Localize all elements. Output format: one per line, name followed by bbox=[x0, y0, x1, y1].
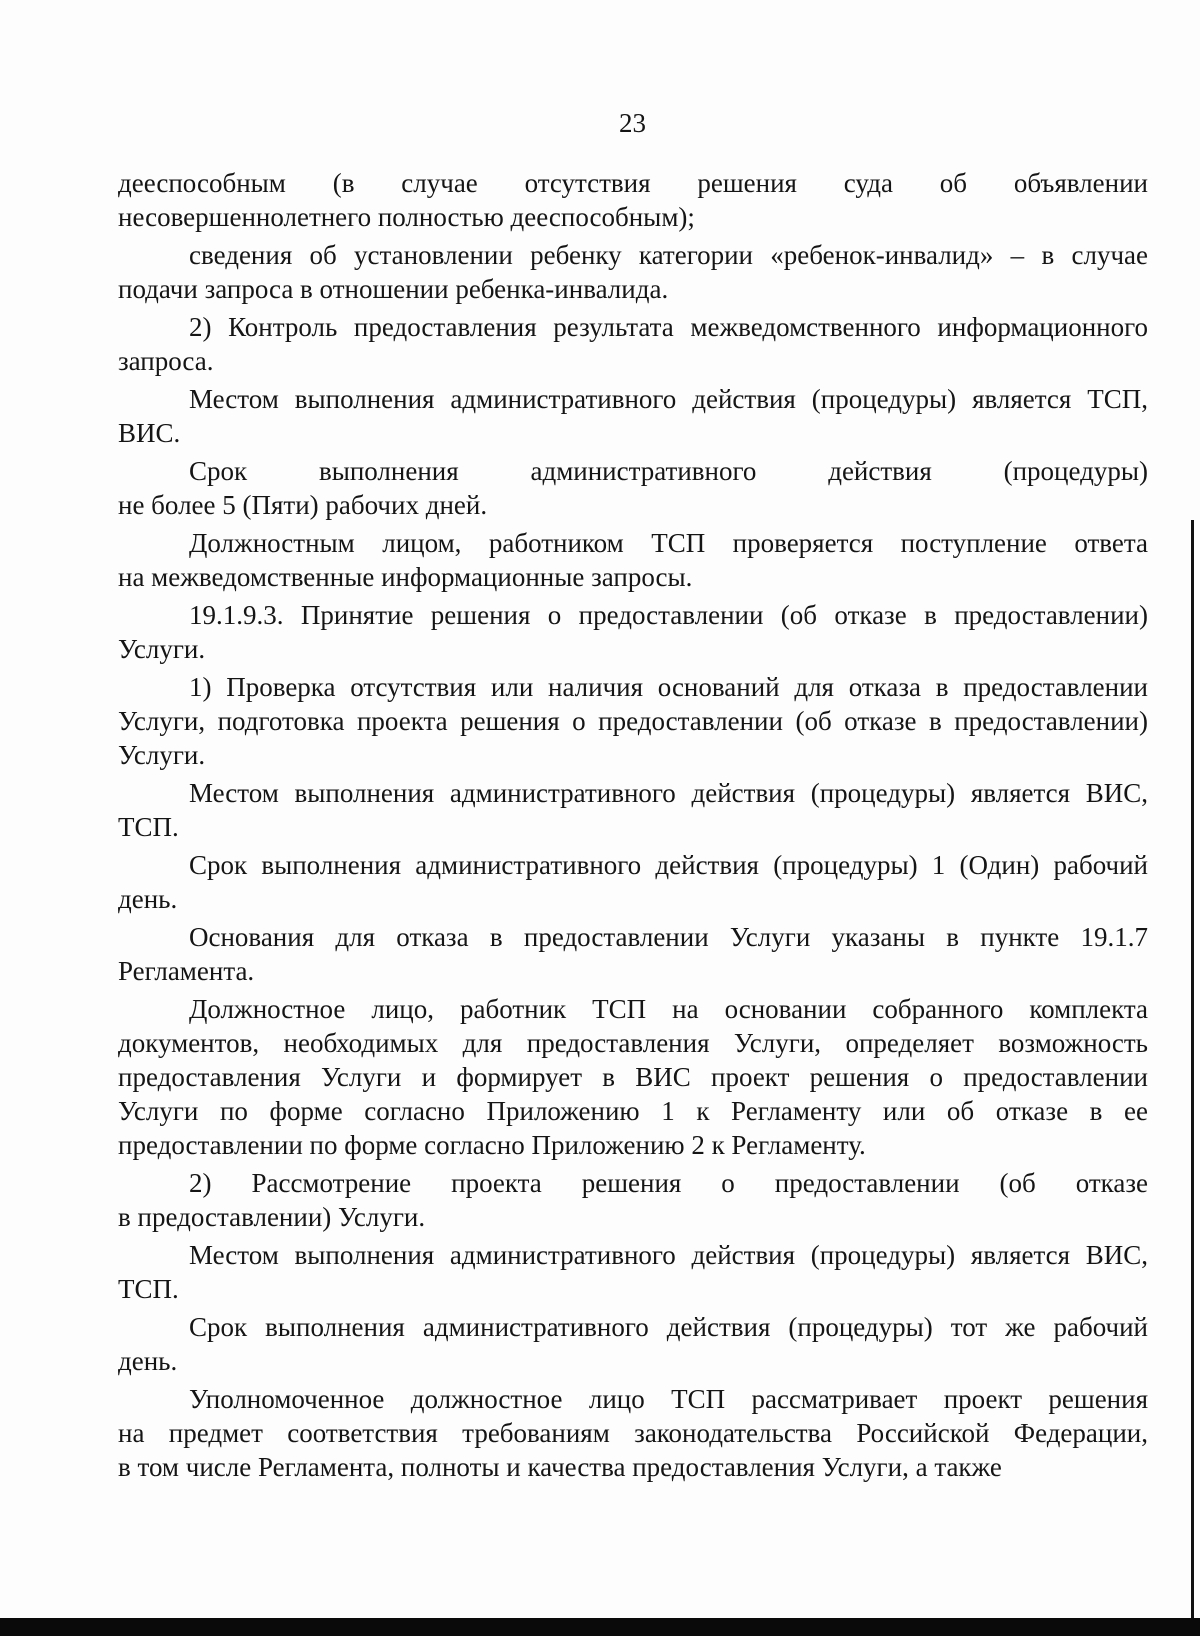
text-line: 19.1.9.3. Принятие решения о предоставлении (об отказе в предоставлении) bbox=[189, 600, 1148, 630]
text-line: Услуги, подготовка проекта решения о предоставлении (об отказе в предоставлении) bbox=[118, 706, 1148, 736]
text-line: несовершеннолетнего полностью дееспособным); bbox=[118, 202, 695, 232]
text-line: Уполномоченное должностное лицо ТСП рассматривает проект решения bbox=[189, 1384, 1148, 1414]
text-line: Местом выполнения административного действия (процедуры) является ВИС, bbox=[189, 778, 1148, 808]
scan-edge-right bbox=[1191, 520, 1194, 1636]
text-line: на межведомственные информационные запросы. bbox=[118, 562, 693, 592]
text-line: дееспособным (в случае отсутствия решения суда об объявлении bbox=[118, 168, 1148, 198]
text-line: 2) Контроль предоставления результата межведомственного информационного bbox=[189, 312, 1148, 342]
text-line: Срок выполнения административного действия (процедуры) тот же рабочий bbox=[189, 1312, 1148, 1342]
text-line: на предмет соответствия требованиям законодательства Российской Федерации, bbox=[118, 1418, 1148, 1448]
paragraph bbox=[118, 992, 1148, 1162]
paragraph bbox=[118, 310, 1148, 378]
text-line: Услуги. bbox=[118, 740, 206, 770]
text-line: 1) Проверка отсутствия или наличия оснований для отказа в предоставлении bbox=[189, 672, 1148, 702]
paragraph bbox=[118, 920, 1148, 988]
document-body bbox=[118, 166, 1148, 1488]
paragraph bbox=[118, 848, 1148, 916]
paragraph bbox=[118, 454, 1148, 522]
text-line: Срок выполнения административного действия (процедуры) 1 (Один) рабочий bbox=[189, 850, 1148, 880]
text-line: подачи запроса в отношении ребенка-инвалида. bbox=[118, 274, 669, 304]
paragraph bbox=[118, 776, 1148, 844]
paragraph bbox=[118, 1238, 1148, 1306]
text-line: ВИС. bbox=[118, 418, 181, 448]
text-line: 2) Рассмотрение проекта решения о предоставлении (об отказе bbox=[189, 1168, 1148, 1198]
paragraph bbox=[118, 598, 1148, 666]
text-line: Основания для отказа в предоставлении Услуги указаны в пункте 19.1.7 bbox=[189, 922, 1148, 952]
paragraph bbox=[118, 238, 1148, 306]
text-line: документов, необходимых для предоставления Услуги, определяет возможность bbox=[118, 1028, 1148, 1058]
paragraph bbox=[118, 670, 1148, 772]
paragraph bbox=[118, 1310, 1148, 1378]
text-line: Местом выполнения административного действия (процедуры) является ВИС, bbox=[189, 1240, 1148, 1270]
text-line: ТСП. bbox=[118, 812, 179, 842]
text-line: запроса. bbox=[118, 346, 214, 376]
text-line: в том числе Регламента, полноты и качества предоставления Услуги, а также bbox=[118, 1452, 1002, 1482]
scan-edge-bottom bbox=[0, 1618, 1200, 1636]
text-line: Срок выполнения административного действия (процедуры) bbox=[189, 456, 1148, 486]
text-line: предоставлении по форме согласно Приложению 2 к Регламенту. bbox=[118, 1130, 866, 1160]
paragraph bbox=[118, 382, 1148, 450]
paragraph bbox=[118, 1382, 1148, 1484]
text-line: Местом выполнения административного действия (процедуры) является ТСП, bbox=[189, 384, 1148, 414]
paragraph bbox=[118, 166, 1148, 234]
paragraph bbox=[118, 526, 1148, 594]
page-number: 23 bbox=[619, 108, 646, 138]
text-line: Должностное лицо, работник ТСП на основании собранного комплекта bbox=[189, 994, 1148, 1024]
paragraph bbox=[118, 1166, 1148, 1234]
text-line: Регламента. bbox=[118, 956, 255, 986]
text-line: день. bbox=[118, 1346, 178, 1376]
text-line: день. bbox=[118, 884, 178, 914]
text-line: Услуги по форме согласно Приложению 1 к Регламенту или об отказе в ее bbox=[118, 1096, 1148, 1126]
text-line: ТСП. bbox=[118, 1274, 179, 1304]
text-line: не более 5 (Пяти) рабочих дней. bbox=[118, 490, 488, 520]
text-line: Услуги. bbox=[118, 634, 206, 664]
text-line: Должностным лицом, работником ТСП проверяется поступление ответа bbox=[189, 528, 1148, 558]
text-line: сведения об установлении ребенку категории «ребенок-инвалид» – в случае bbox=[189, 240, 1148, 270]
text-line: предоставления Услуги и формирует в ВИС проект решения о предоставлении bbox=[118, 1062, 1148, 1092]
text-line: в предоставлении) Услуги. bbox=[118, 1202, 426, 1232]
